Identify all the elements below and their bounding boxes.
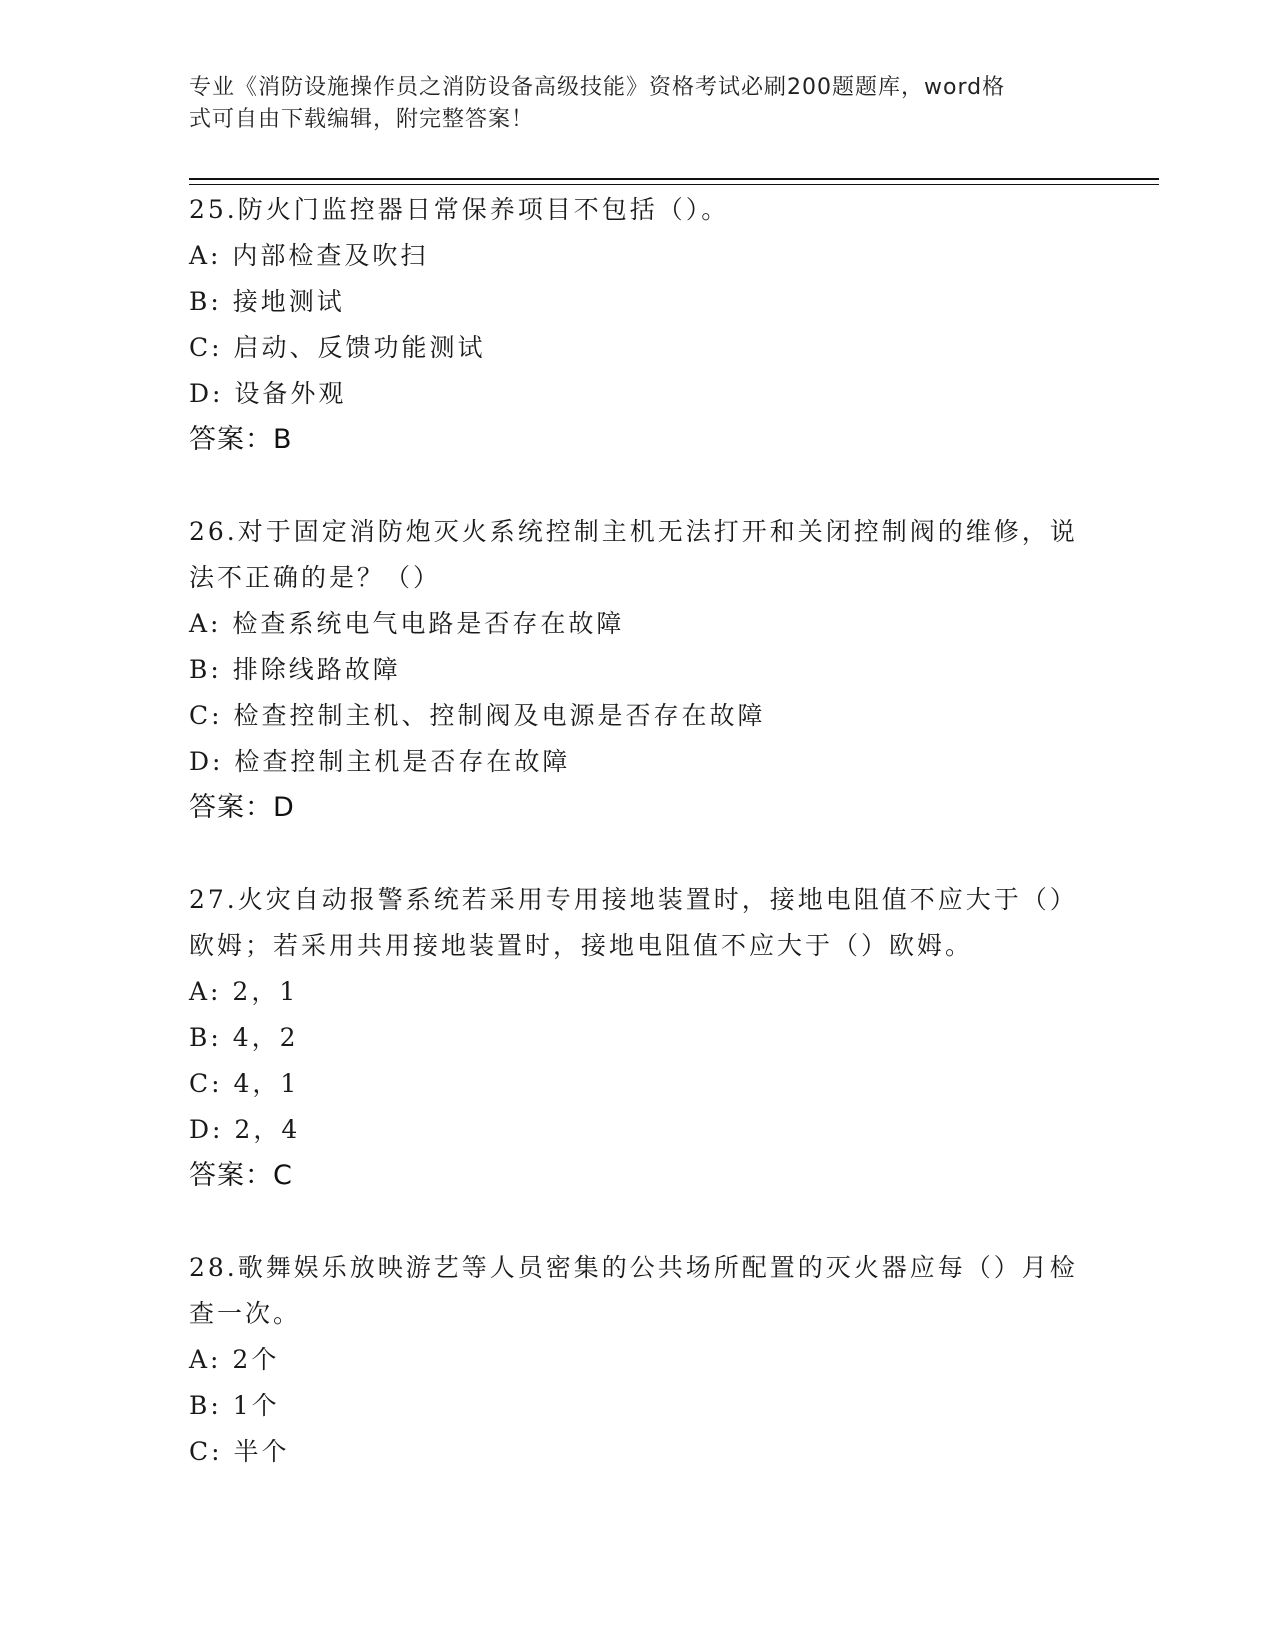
header-divider-thin — [189, 184, 1159, 185]
question-list — [189, 187, 1079, 1521]
option-d: D: 2，4 — [189, 1115, 301, 1144]
header-line-1: 专业《消防设施操作员之消防设备高级技能》资格考试必刷200题题库，word格 — [189, 75, 1006, 100]
question-text: 27.火灾自动报警系统若采用专用接地装置时，接地电阻值不应大于（）欧姆；若采用共用接地装置时，接地电阻值不应大于（）欧姆。 — [189, 885, 1078, 960]
option-d: D: 设备外观 — [189, 379, 347, 408]
header-line-2: 式可自由下载编辑，附完整答案！ — [189, 107, 535, 132]
option-d: D: 检查控制主机是否存在故障 — [189, 747, 571, 776]
option-a: A: 2，1 — [189, 977, 299, 1006]
option-a: A: 内部检查及吹扫 — [189, 241, 429, 270]
option-b: B: 4，2 — [189, 1023, 299, 1052]
question-28 — [189, 1245, 1079, 1475]
option-c: C: 检查控制主机、控制阀及电源是否存在故障 — [189, 701, 766, 730]
option-c: C: 4，1 — [189, 1069, 300, 1098]
question-text: 28.歌舞娱乐放映游艺等人员密集的公共场所配置的灭火器应每（）月检查一次。 — [189, 1253, 1078, 1328]
answer: 答案：C — [189, 1160, 293, 1191]
question-27 — [189, 877, 1079, 1199]
question-26 — [189, 509, 1079, 831]
option-c: C: 启动、反馈功能测试 — [189, 333, 486, 362]
option-c: C: 半个 — [189, 1437, 290, 1466]
option-a: A: 检查系统电气电路是否存在故障 — [189, 609, 625, 638]
document-header — [189, 72, 1069, 136]
question-25 — [189, 187, 1079, 463]
option-b: B: 排除线路故障 — [189, 655, 401, 684]
option-b: B: 接地测试 — [189, 287, 345, 316]
option-a: A: 2个 — [189, 1345, 280, 1374]
answer: 答案：D — [189, 792, 295, 823]
option-b: B: 1个 — [189, 1391, 280, 1420]
question-text: 26.对于固定消防炮灭火系统控制主机无法打开和关闭控制阀的维修，说法不正确的是？（） — [189, 517, 1078, 592]
answer: 答案：B — [189, 424, 293, 455]
header-divider-thick — [189, 178, 1159, 180]
question-text: 25.防火门监控器日常保养项目不包括（）。 — [189, 195, 730, 224]
